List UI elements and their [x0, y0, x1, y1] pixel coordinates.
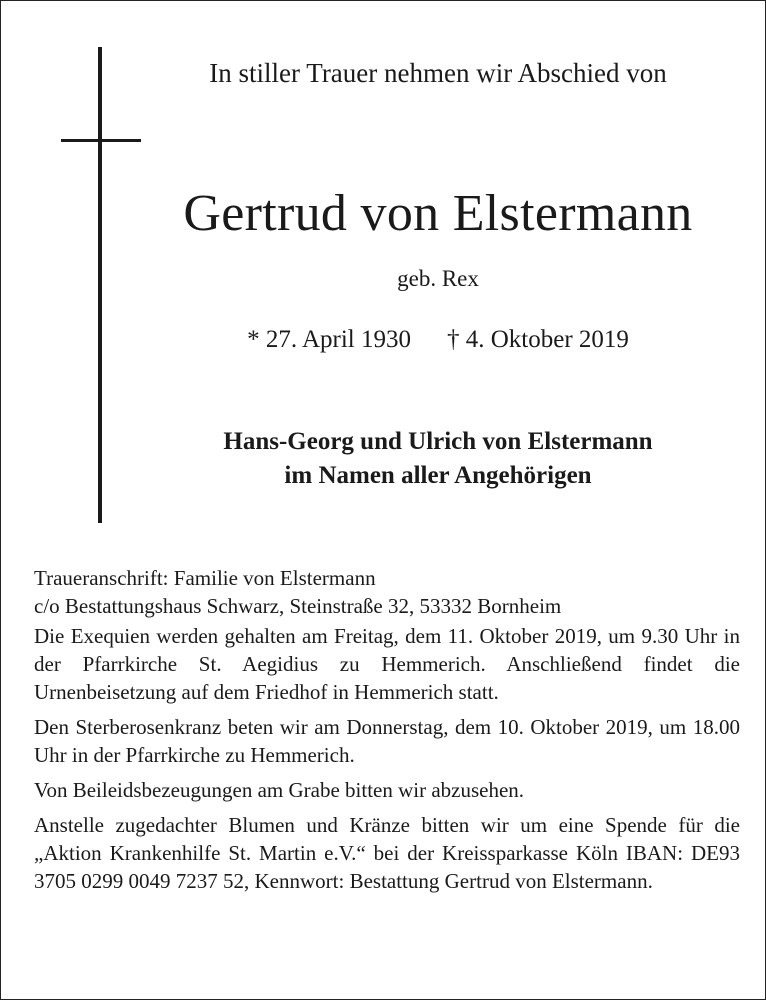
cross-icon [98, 47, 102, 523]
address-line: c/o Bestattungshaus Schwarz, Steinstraße 32, 53332 Bornheim [34, 594, 562, 618]
death-date: † 4. Oktober 2019 [446, 326, 629, 353]
mourners-block [118, 425, 758, 493]
deceased-name: Gertrud von Elstermann [183, 185, 693, 242]
life-dates [118, 326, 758, 354]
mourners-note: im Namen aller Angehörigen [284, 462, 592, 489]
intro-text: In stiller Trauer nehmen wir Abschied von [209, 58, 667, 88]
condolences-paragraph: Von Beileidsbezeugungen am Grabe bitten wir abzusehen. [34, 778, 525, 802]
address-block [34, 564, 740, 620]
exequies-paragraph: Die Exequien werden gehalten am Freitag, dem 11. Oktober 2019, um 9.30 Uhr in der Pfarrkirche St. Aegidius zu Hemmerich. Anschließend findet die Urnenbeisetzung auf dem Friedhof in Hemmerich statt. [34, 624, 740, 704]
donation-paragraph: Anstelle zugedachter Blumen und Kränze bitten wir um eine Spende für die „Aktion Krankenhilfe St. Martin e.V.“ bei der Kreissparkasse Köln IBAN: DE93 3705 0299 0049 7237 52, Kennwort: Bestattung Gertrud von Elstermann. [34, 813, 740, 893]
mourners-names: Hans-Georg und Ulrich von Elstermann [223, 428, 653, 455]
address-line: Traueranschrift: Familie von Elstermann [34, 566, 376, 590]
details-section [34, 564, 740, 902]
rosary-paragraph: Den Sterberosenkranz beten wir am Donnerstag, dem 10. Oktober 2019, um 18.00 Uhr in der Pfarrkirche zu Hemmerich. [34, 715, 740, 767]
cross-icon-bar [61, 139, 141, 142]
maiden-name: geb. Rex [397, 266, 479, 291]
birth-date: * 27. April 1930 [247, 326, 411, 353]
